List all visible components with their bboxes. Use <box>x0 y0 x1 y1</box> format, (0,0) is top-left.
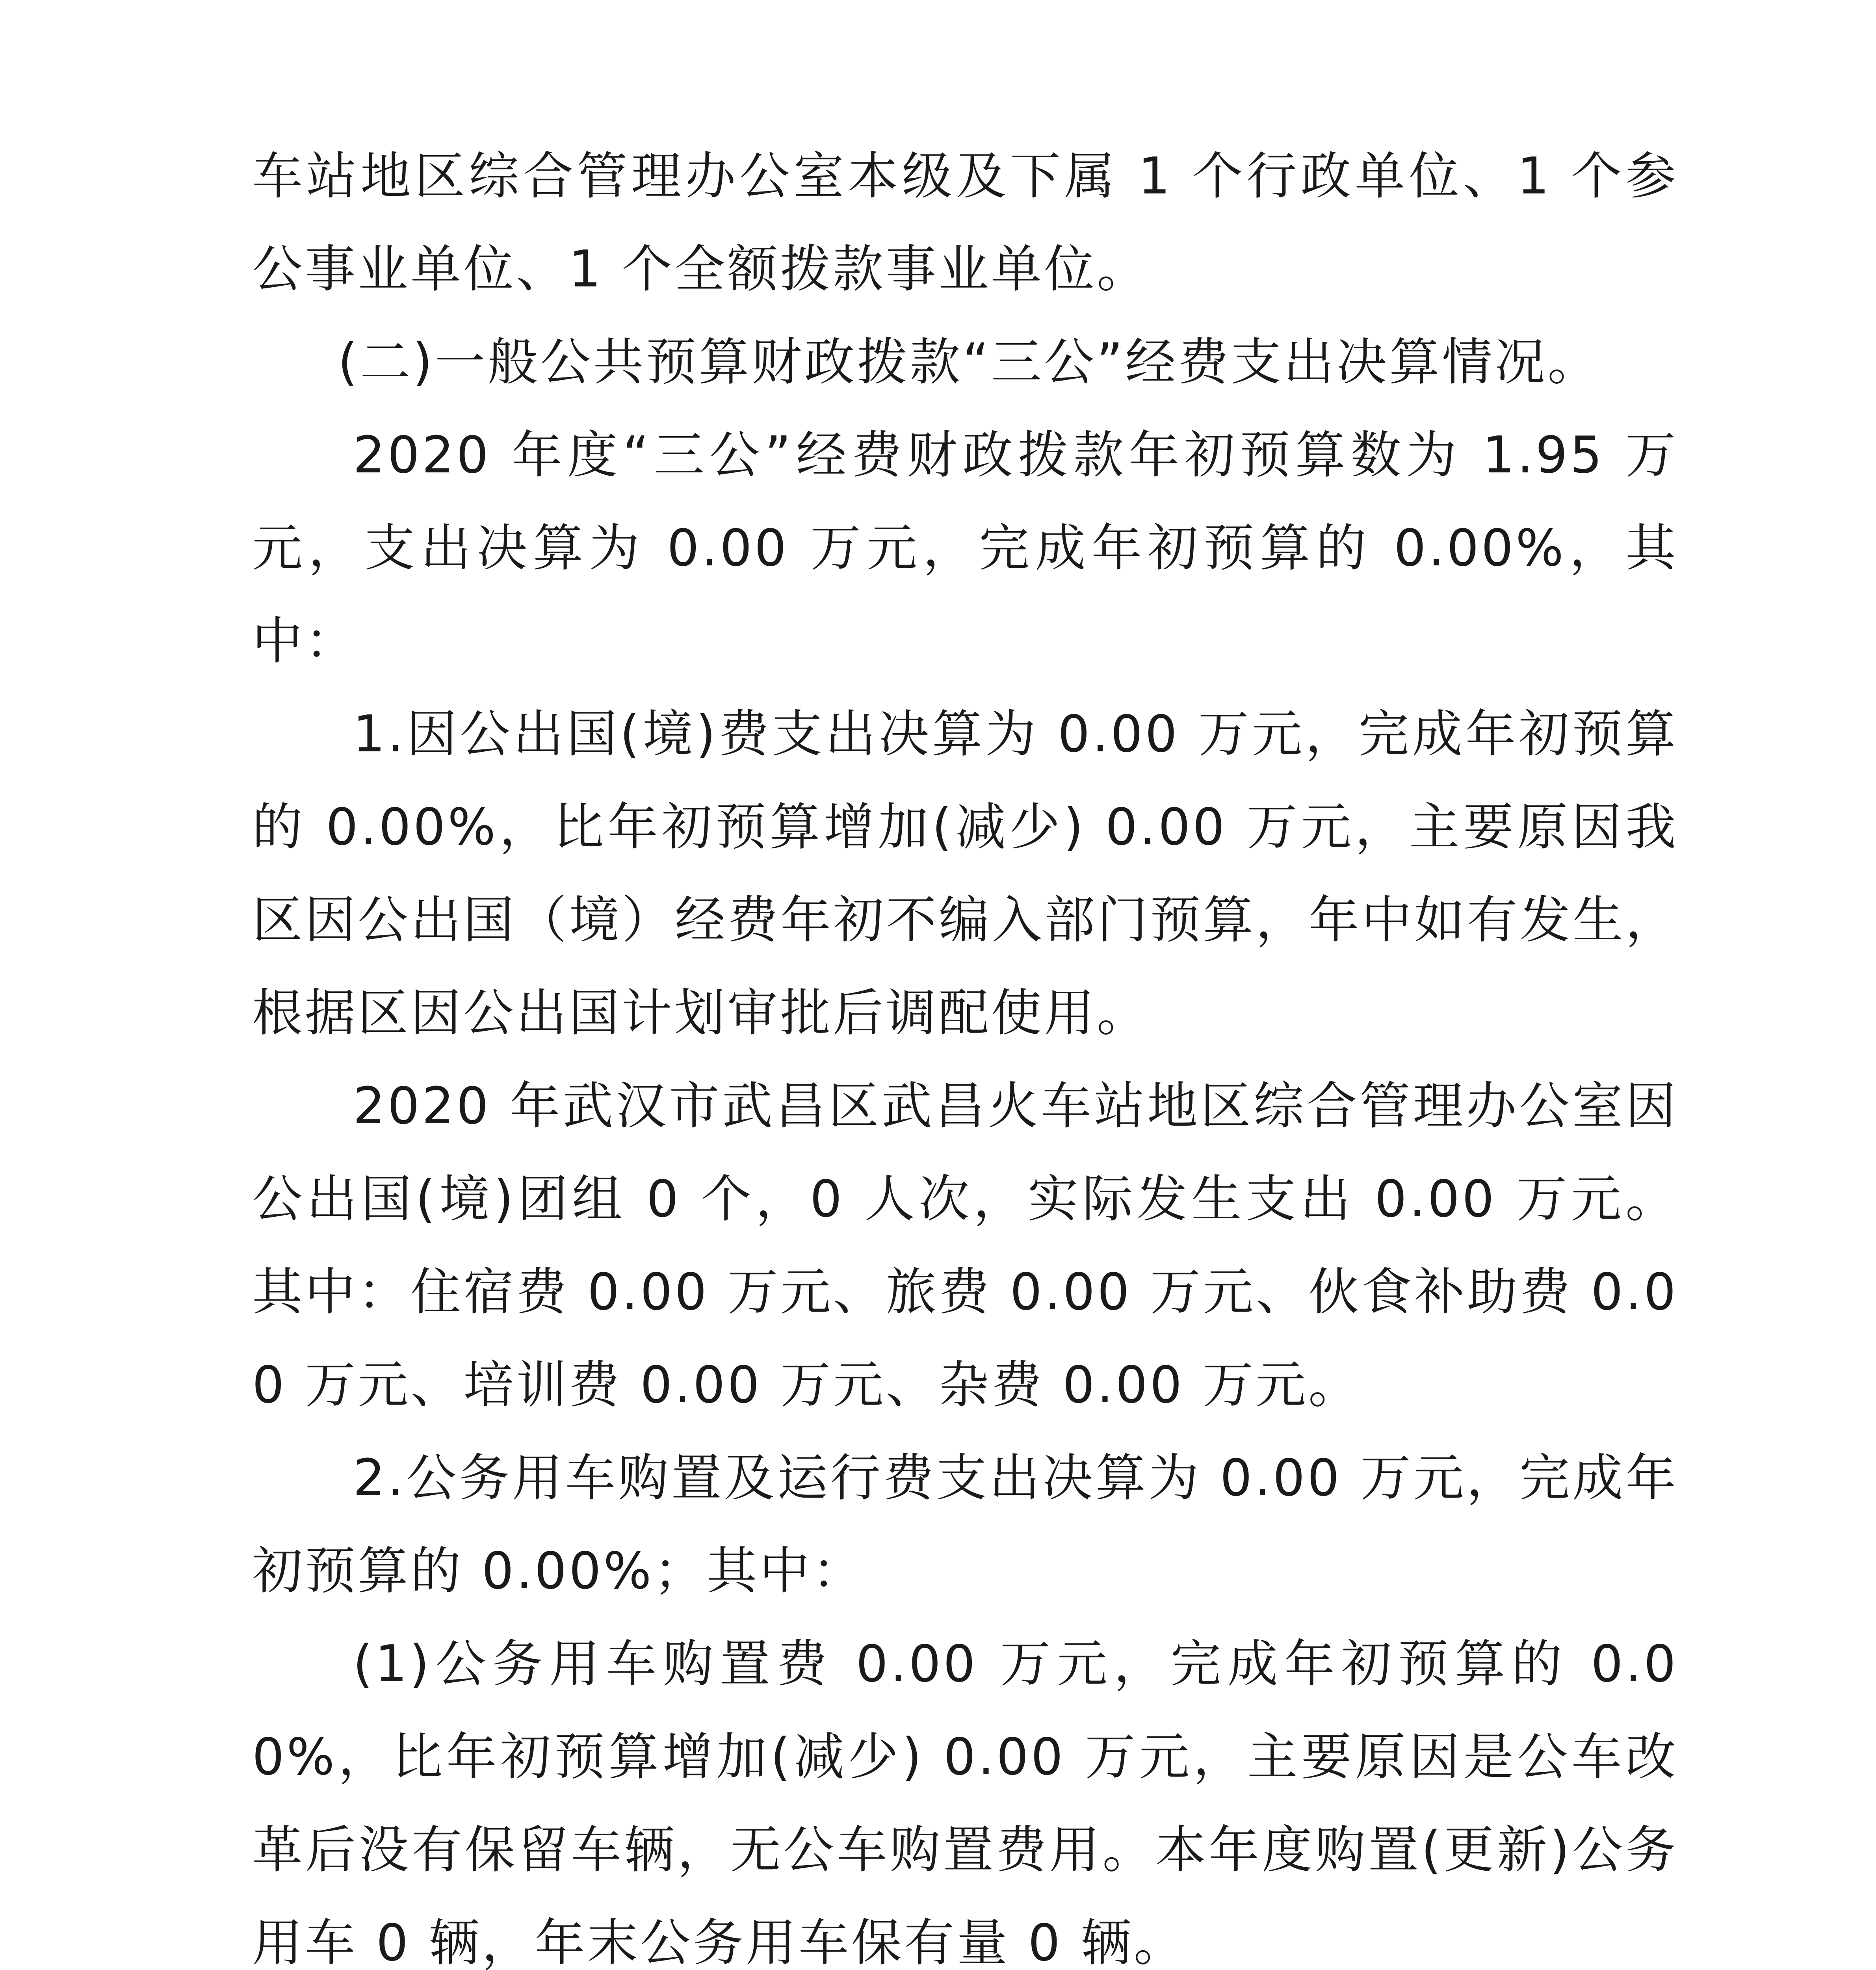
paragraph-official-vehicle-summary: 2.公务用车购置及运行费支出决算为 0.00 万元，完成年初预算的 0.00%；其中： <box>252 1449 1678 1600</box>
paragraph-continuation: 车站地区综合管理办公室本级及下属 1 个行政单位、1 个参公事业单位、1 个全额拨款事业单位。 <box>252 147 1678 299</box>
paragraph-overseas-travel-expenses: 1.因公出国(境)费支出决算为 0.00 万元，完成年初预算的 0.00%，比年初预算增加(减少) 0.00 万元，主要原因我区因公出国（境）经费年初不编入部门预算，年中如有发生，根据区因公出国计划审批后调配使用。 <box>252 705 1679 1043</box>
paragraph-three-public-summary: 2020 年度“三公”经费财政拨款年初预算数为 1.95 万元，支出决算为 0.00 万元，完成年初预算的 0.00%，其中： <box>252 426 1678 671</box>
document-body <box>252 130 1678 1970</box>
section-heading-three-public-expenses: (二)一般公共预算财政拨款“三公”经费支出决算情况。 <box>338 333 1601 392</box>
paragraph-overseas-delegations: 2020 年武汉市武昌区武昌火车站地区综合管理办公室因公出国(境)团组 0 个，0 人次，实际发生支出 0.00 万元。其中：住宿费 0.00 万元、旅费 0.00 万元、伙食补助费 0.00 万元、培训费 0.00 万元、杂费 0.00 万元。 <box>252 1077 1678 1414</box>
paragraph-vehicle-purchase: (1)公务用车购置费 0.00 万元，完成年初预算的 0.00%，比年初预算增加(减少) 0.00 万元，主要原因是公车改革后没有保留车辆，无公车购置费用。本年度购置(更新)公务用车 0 辆，年末公务用车保有量 0 辆。 <box>252 1635 1678 1970</box>
